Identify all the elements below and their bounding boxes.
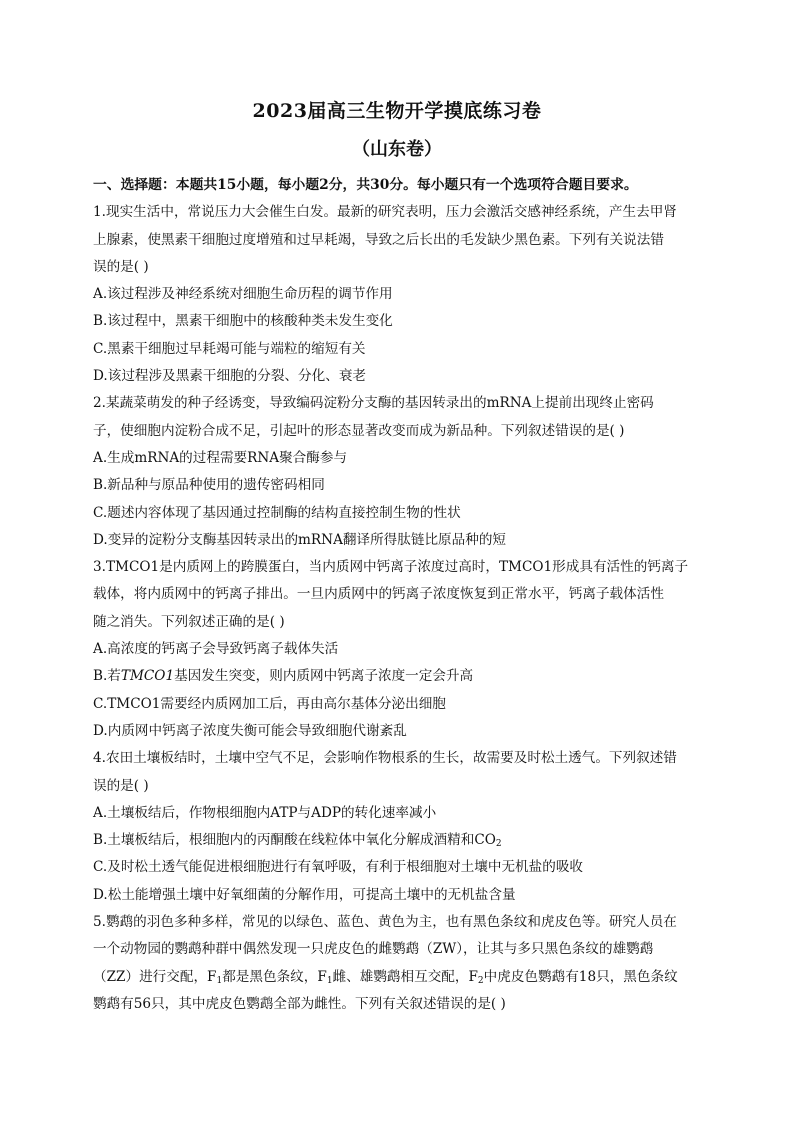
subscript: 2 (495, 839, 502, 850)
question-stem-line: 2.某蔬菜萌发的种子经诱变，导致编码淀粉分支酶的基因转录出的mRNA上提前出现终止密码 (93, 395, 654, 412)
option-b-text: B.土壤板结后，根细胞内的丙酮酸在线粒体中氧化分解成酒精和CO (93, 832, 496, 849)
stem-text: 都是黑色条纹，F (222, 968, 327, 985)
page-title: 2023届高三生物开学摸底练习卷 (252, 100, 542, 122)
document-body (93, 172, 701, 1018)
question-4 (93, 745, 701, 909)
stem-text: （ZZ）进行交配，F (93, 968, 217, 985)
question-stem-line: 上腺素，使黑素干细胞过度增殖和过早耗竭，导致之后长出的毛发缺少黑色素。下列有关说法错 (93, 231, 664, 248)
option-d: D.该过程涉及黑素干细胞的分裂、分化、衰老 (93, 368, 367, 385)
option-c: C.TMCO1需要经内质网加工后，再由高尔基体分泌出细胞 (93, 695, 446, 712)
option-b-prefix: B.若 (93, 668, 121, 685)
option-a: A.生成mRNA的过程需要RNA聚合酶参与 (93, 449, 348, 466)
stem-text: 中虎皮色鹦鹉有18只，黑色条纹 (483, 968, 678, 985)
question-2 (93, 390, 701, 554)
option-b-suffix: 基因发生突变，则内质网中钙离子浓度一定会升高 (174, 668, 474, 685)
page-subtitle: （山东卷） (352, 139, 442, 160)
subscript: 1 (216, 975, 223, 986)
subscript: 1 (326, 975, 333, 986)
question-stem-line: 5.鹦鹉的羽色多种多样，常见的以绿色、蓝色、黄色为主，也有黑色条纹和虎皮色等。研究人员在 (93, 914, 677, 931)
question-stem-line: 1.现实生活中，常说压力大会催生白发。最新的研究表明，压力会激活交感神经系统，产生去甲肾 (93, 204, 677, 221)
option-a: A.该过程涉及神经系统对细胞生命历程的调节作用 (93, 286, 393, 303)
option-d: D.变异的淀粉分支酶基因转录出的mRNA翻译所得肽链比原品种的短 (93, 531, 507, 548)
gene-name: TMCO1 (120, 668, 175, 685)
question-stem-line: 误的是( ) (93, 777, 149, 794)
question-stem-line: 3.TMCO1是内质网上的跨膜蛋白，当内质网中钙离子浓度过高时，TMCO1形成具有活性的钙离子 (93, 559, 689, 576)
option-b (93, 827, 701, 854)
question-5 (93, 909, 701, 1018)
question-stem-line: 随之消失。下列叙述正确的是( ) (93, 613, 285, 630)
question-1 (93, 199, 701, 390)
section-heading: 一、选择题：本题共15小题，每小题2分，共30分。每小题只有一个选项符合题目要求。 (93, 177, 638, 193)
option-b (93, 663, 701, 690)
question-stem-line: 鹦鹉有56只，其中虎皮色鹦鹉全部为雌性。下列有关叙述错误的是( ) (93, 995, 506, 1012)
stem-text: 雌、雄鹦鹉相互交配，F (332, 968, 478, 985)
question-stem-line (93, 964, 701, 991)
option-c: C.及时松土透气能促进根细胞进行有氧呼吸，有利于根细胞对土壤中无机盐的吸收 (93, 859, 584, 876)
option-b: B.该过程中，黑素干细胞中的核酸种类未发生变化 (93, 313, 393, 330)
option-d: D.内质网中钙离子浓度失衡可能会导致细胞代谢紊乱 (93, 722, 407, 739)
question-stem-line: 误的是( ) (93, 258, 149, 275)
question-stem-line: 一个动物园的鹦鹉种群中偶然发现一只虎皮色的雌鹦鹉（ZW），让其与多只黑色条纹的雄鹦鹉 (93, 941, 654, 958)
question-stem-line: 4.农田土壤板结时，土壤中空气不足，会影响作物根系的生长，故需要及时松土透气。下列叙述错 (93, 750, 677, 767)
option-d: D.松土能增强土壤中好氧细菌的分解作用，可提高土壤中的无机盐含量 (93, 886, 516, 903)
option-c: C.黑素干细胞过早耗竭可能与端粒的缩短有关 (93, 340, 366, 357)
question-stem-line: 子，使细胞内淀粉合成不足，引起叶的形态显著改变而成为新品种。下列叙述错误的是( ) (93, 422, 625, 439)
question-3 (93, 554, 701, 745)
question-stem-line: 载体，将内质网中的钙离子排出。一旦内质网中的钙离子浓度恢复到正常水平，钙离子载体活性 (93, 586, 664, 603)
option-b: B.新品种与原品种使用的遗传密码相同 (93, 477, 325, 494)
option-a: A.高浓度的钙离子会导致钙离子载体失活 (93, 641, 339, 658)
option-a: A.土壤板结后，作物根细胞内ATP与ADP的转化速率减小 (93, 804, 437, 821)
subscript: 2 (477, 975, 484, 986)
option-c: C.题述内容体现了基因通过控制酶的结构直接控制生物的性状 (93, 504, 461, 521)
